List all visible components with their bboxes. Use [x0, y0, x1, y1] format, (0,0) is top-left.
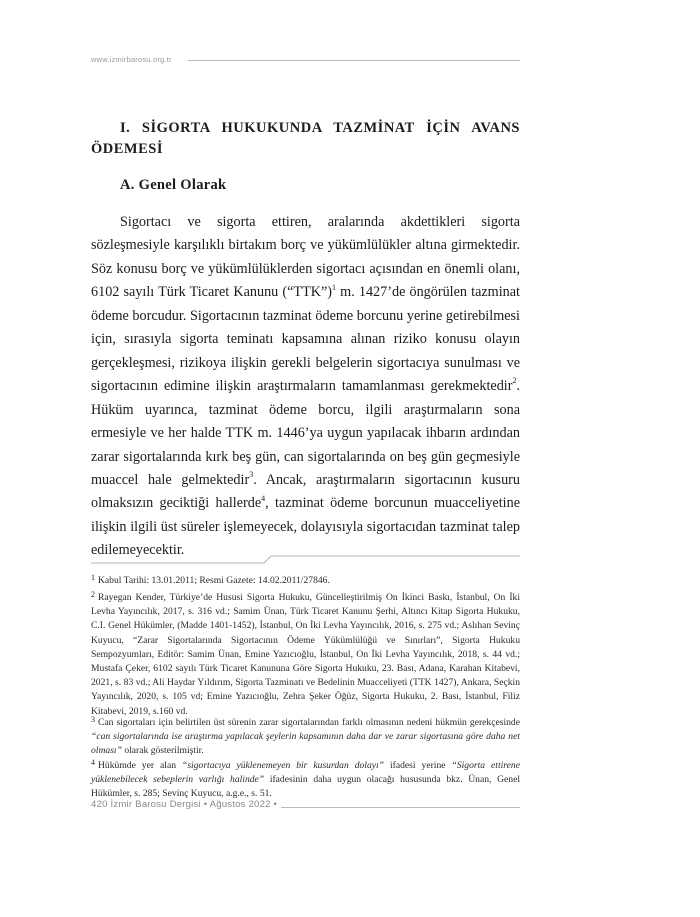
footnote-text: Can sigortaları için belirtilen üst sürenin zarar sigortalarından farklı olmasının nedeni hükmün gerekçesinde: [98, 717, 520, 728]
footnote-text: Hükümde yer alan: [98, 760, 182, 771]
footnote-1: [91, 571, 520, 588]
footnote-2: [91, 588, 520, 719]
footnote-quote: “can sigortalarında ise araştırma yapılacak şeylerin kapsamının daha dar ve zarar sigortasına göre daha net olması”: [91, 731, 520, 757]
footnote-text: Kabul Tarihi: 13.01.2011; Resmi Gazete: 14.02.2011/27846.: [98, 575, 330, 586]
section-heading: I. SİGORTA HUKUKUNDA TAZMİNAT İÇİN AVANS ÖDEMESİ: [91, 120, 520, 157]
footnote-3: [91, 713, 520, 759]
footer-divider: [281, 807, 520, 808]
footnote-divider: [91, 551, 520, 565]
footnote-text: olarak gösterilmiştir.: [121, 745, 204, 757]
footnote-ref-4[interactable]: 4: [261, 493, 266, 503]
footnote-number: 3: [91, 715, 95, 724]
header-divider: [188, 60, 520, 61]
footnote-number: 2: [91, 590, 95, 599]
body-paragraph: [91, 211, 520, 563]
footnote-quote: “Sigorta ettirene yüklenebilecek sebeplerin varlığı halinde”: [91, 760, 520, 786]
footnote-number: 1: [91, 573, 95, 582]
footnote-ref-3[interactable]: 3: [249, 470, 254, 480]
body-text-part-3: . Hüküm uyarınca, tazminat ödeme borcu, ilgili araştırmaların sona ermesiyle ve her halde TTK m. 1446’ya uygun yapılacak ihbarın ardından zarar sigortalarında kırk beş gün, can sigortalarında on beş gün geçmesiyle muaccel hale gelmektedir: [91, 378, 520, 488]
body-text-part-1: Sigortacı ve sigorta ettiren, aralarında akdettikleri sigorta sözleşmesiyle karşılıklı birtakım borç ve yükümlülükler altına girmektedir. Söz konusu borç ve yükümlülüklerden sigortacı açısından en önemli olanı, 6102 sayılı Türk Ticaret Kanunu (“TTK”): [91, 214, 520, 301]
body-text-part-4: . Ancak, araştırmaların sigortacının kusuru olmaksızın geciktiği hallerde: [91, 471, 520, 512]
body-text-part-5: , tazminat ödeme borcunun muacceliyetine ilişkin ilgili üst süreler işlemeyecek, dolayısıyla sigortacıdan tazminat talep edilemeyecektir.: [91, 495, 520, 559]
subsection-heading: A. Genel Olarak: [120, 177, 227, 193]
footnote-number: 4: [91, 758, 95, 767]
site-url: www.izmirbarosu.org.tr: [91, 55, 172, 64]
body-text-part-2: m. 1427’de öngörülen tazminat ödeme borcudur. Sigortacının tazminat ödeme borcunu yerine getirebilmesi için, sırasıyla sigorta teminatı kapsamına alınan riziko konusu olayın gerçekleşmesi, rizikoya ilişkin gerekli belgelerin sigortacıya sunulması ve sigortacının edimine ilişkin araştırmaların tamamlanması gerekmektedir: [91, 284, 520, 395]
page-footer: 420 İzmir Barosu Dergisi • Ağustos 2022 •: [91, 799, 278, 810]
footnote-ref-1[interactable]: 1: [332, 282, 337, 292]
footnote-ref-2[interactable]: 2: [512, 376, 517, 386]
footnote-4: [91, 756, 520, 802]
footnote-text: ifadesinin daha uygun olacağı hususunda bkz. Ünan, Genel Hükümler, s. 285; Sevinç Kuyucu, a.g.e., s. 51.: [91, 774, 521, 800]
footnote-text: ifadesi yerine: [384, 760, 452, 771]
footnote-quote: “sigortacıya yüklenemeyen bir kusurdan dolayı”: [181, 760, 385, 771]
footnote-text: Rayegan Kender, Türkiye’de Hususi Sigorta Hukuku, Güncelleştirilmiş On İkinci Baskı, İstanbul, On İki Levha Yayıncılık, 2017, s. 316 vd.; Samim Ünan, Türk Ticaret Kanunu Şerhi, Altıncı Kitap Sigorta Hukuku, C.I. Genel Hükümler, (Madde 1401-1452), İstanbul, On İki Levha Yayıncılık, 2016, s. 275 vd.; Aslıhan Sevinç Kuyucu, “Zarar Sigortalarında Sigortacının Ödeme Yükümlülüğü ve Sınırları”, Sigorta Hukuku Sempozyumları, Editör: Samim Ünan, Emine Yazıcıoğlu, İstanbul, On İki Levha Yayıncılık, 2018, s. 44 vd.; Mustafa Çeker, 6102 sayılı Türk Ticaret Kanununa Göre Sigorta Hukuku, 23. Bası, Adana, Karahan Kitabevi, 2021, s. 83 vd.; Ali Haydar Yıldırım, Sigorta Tazminatı ve Bedelinin Muacceliyeti (TTK 1427), Ankara, Seçkin Yayıncılık, 2020, s. 105 vd; Emine Yazıcıoğlu, Zehra Şeker Öğüz, Sigorta Hukuku, 2. Bası, İstanbul, Filiz Kitabevi, 2019, s.160 vd.: [91, 592, 520, 717]
